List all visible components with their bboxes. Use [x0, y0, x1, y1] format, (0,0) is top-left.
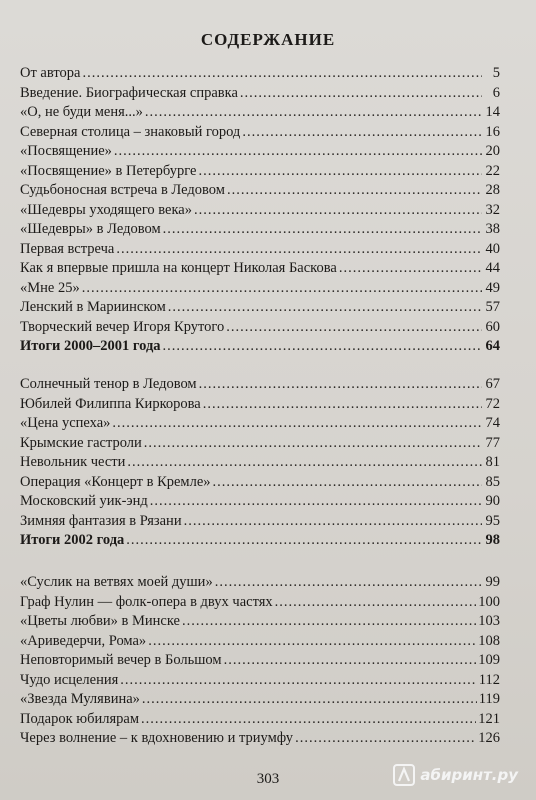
toc-entry [20, 201, 500, 221]
toc-leader-dots [215, 573, 482, 593]
toc-entry-page: 109 [478, 652, 500, 668]
toc-entry-title: «Шедевры» в Ледовом [20, 221, 161, 237]
toc-entry [20, 729, 500, 749]
toc-section-3 [20, 573, 500, 749]
toc-entry-page: 38 [485, 221, 500, 237]
toc-leader-dots [150, 492, 482, 512]
toc-entry [20, 573, 500, 593]
toc-entry [20, 690, 500, 710]
toc-entry [20, 181, 500, 201]
toc-entry-title: Ленский в Мариинском [20, 299, 166, 315]
labirint-logo-icon [393, 764, 415, 786]
toc-entry-page: 108 [478, 632, 500, 649]
toc-entry-title: От автора [20, 65, 81, 81]
toc-entry-page: 90 [485, 493, 500, 509]
toc-entry-page: 5 [492, 65, 500, 81]
page-number: 303 [256, 771, 280, 787]
toc-entry-title: Чудо исцеления [20, 671, 119, 688]
toc-leader-dots [198, 162, 482, 182]
toc-leader-dots [141, 710, 476, 730]
toc-leader-dots [194, 201, 482, 221]
toc-entry-page: 95 [485, 512, 500, 529]
toc-entry-page: 119 [478, 691, 500, 707]
toc-entry-page: 20 [485, 143, 500, 159]
toc-entry-title: «Звезда Мулявина» [20, 691, 140, 707]
toc-entry-title: Граф Нулин — фолк-опера в двух частях [20, 593, 273, 610]
toc-entry-title: Операция «Концерт в Кремле» [20, 473, 211, 490]
toc-entry-title: Московский уик-энд [20, 493, 148, 509]
toc-leader-dots [82, 64, 482, 84]
toc-entry-page: 6 [492, 84, 500, 101]
toc-leader-dots [242, 123, 482, 143]
toc-leader-dots [240, 84, 482, 104]
toc-section-2 [20, 375, 500, 551]
toc-entry-title: Судьбоносная встреча в Ледовом [20, 182, 225, 198]
toc-entry [20, 298, 500, 318]
toc-entry-page: 85 [485, 473, 500, 490]
contents-heading: СОДЕРЖАНИЕ [200, 30, 336, 49]
toc-leader-dots [163, 220, 482, 240]
watermark-text: абиринт.ру [420, 766, 518, 784]
toc-leader-dots [275, 593, 477, 613]
toc-entry-page: 98 [485, 532, 500, 548]
toc-entry-title: Солнечный тенор в Ледовом [20, 376, 197, 392]
toc-leader-dots [142, 690, 477, 710]
toc-leader-dots [168, 298, 482, 318]
toc-entry-page: 14 [485, 104, 500, 120]
toc-entry [20, 612, 500, 632]
toc-entry [20, 651, 500, 671]
toc-entry [20, 279, 500, 299]
toc-entry-page: 67 [485, 376, 500, 392]
toc-entry-title: Невольник чести [20, 454, 126, 470]
toc-entry [20, 632, 500, 652]
toc-entry [20, 473, 500, 493]
toc-entry-title: Зимняя фантазия в Рязани [20, 512, 182, 529]
toc-leader-dots [145, 103, 482, 123]
toc-entry [20, 220, 500, 240]
toc-entry-page: 49 [485, 279, 500, 296]
toc-leader-dots [163, 337, 482, 357]
toc-leader-dots [144, 434, 482, 454]
toc-entry [20, 64, 500, 84]
toc-entry [20, 593, 500, 613]
toc-entry-page: 100 [478, 593, 500, 610]
watermark [393, 764, 518, 786]
toc-entry [20, 414, 500, 434]
toc-entry-title: «Посвящение» в Петербурге [20, 162, 197, 179]
toc-entry-title: Северная столица – знаковый город [20, 123, 241, 140]
toc-entry-title: «Цветы любви» в Минске [20, 613, 180, 629]
toc-entry [20, 337, 500, 357]
toc-leader-dots [339, 259, 482, 279]
toc-entry-title: Введение. Биографическая справка [20, 84, 238, 101]
toc-entry-title: Через волнение – к вдохновению и триумфу [20, 730, 294, 746]
toc-leader-dots [295, 729, 476, 749]
toc-leader-dots [116, 240, 482, 260]
toc-entry-page: 121 [478, 710, 500, 727]
toc-leader-dots [182, 612, 476, 632]
toc-entry-title: Первая встреча [20, 240, 115, 257]
toc-entry-title: «О, не буди меня...» [20, 104, 143, 120]
toc-entry-title: Неповторимый вечер в Большом [20, 652, 222, 668]
toc-entry [20, 318, 500, 338]
toc-entry [20, 259, 500, 279]
toc-entry-page: 72 [485, 395, 500, 412]
toc-entry-page: 74 [485, 415, 500, 431]
toc-entry-title: «Ариведерчи, Рома» [20, 632, 147, 649]
toc-entry-title: «Шедевры уходящего века» [20, 201, 192, 218]
toc-entry-title: Как я впервые пришла на концерт Николая Баскова [20, 260, 337, 276]
toc-entry [20, 512, 500, 532]
toc-entry [20, 162, 500, 182]
toc-entry-page: 44 [485, 260, 500, 276]
toc-entry [20, 453, 500, 473]
toc-entry-page: 22 [485, 162, 500, 179]
toc-entry [20, 671, 500, 691]
toc-entry-title: Итоги 2000–2001 года [20, 338, 161, 354]
toc-leader-dots [82, 279, 482, 299]
toc-leader-dots [199, 375, 482, 395]
toc-entry-page: 126 [478, 730, 500, 746]
toc-entry-page: 28 [485, 182, 500, 198]
toc-entry [20, 395, 500, 415]
toc-entry-title: «Цена успеха» [20, 415, 111, 431]
toc-leader-dots [203, 395, 482, 415]
toc-entry [20, 103, 500, 123]
toc-entry-title: Итоги 2002 года [20, 532, 125, 548]
toc-entry-page: 16 [485, 123, 500, 140]
toc-entry [20, 492, 500, 512]
toc-entry-page: 112 [478, 671, 500, 688]
toc-entry-page: 60 [485, 318, 500, 335]
toc-entry [20, 84, 500, 104]
toc-leader-dots [184, 512, 482, 532]
toc-entry-page: 57 [485, 299, 500, 315]
toc-leader-dots [227, 181, 482, 201]
toc-entry-page: 99 [485, 574, 500, 590]
toc-section-1 [20, 64, 500, 357]
toc-entry-title: «Посвящение» [20, 143, 112, 159]
toc-leader-dots [148, 632, 476, 652]
toc-leader-dots [127, 453, 482, 473]
toc-entry-title: «Суслик на ветвях моей души» [20, 574, 213, 590]
toc-leader-dots [226, 318, 482, 338]
toc-leader-dots [213, 473, 482, 493]
toc-leader-dots [114, 142, 482, 162]
toc-entry-title: Юбилей Филиппа Киркорова [20, 395, 201, 412]
toc-leader-dots [224, 651, 477, 671]
toc-entry [20, 531, 500, 551]
toc-entry-page: 81 [485, 454, 500, 470]
toc-entry-page: 77 [485, 434, 500, 451]
toc-leader-dots [120, 671, 477, 691]
toc-entry-title: Крымские гастроли [20, 434, 142, 451]
toc-entry [20, 123, 500, 143]
toc-entry [20, 434, 500, 454]
toc-entry [20, 142, 500, 162]
toc-entry-page: 103 [478, 613, 500, 629]
toc-entry-title: Творческий вечер Игоря Крутого [20, 318, 225, 335]
toc-entry-page: 32 [485, 201, 500, 218]
toc-leader-dots [126, 531, 482, 551]
toc-entry [20, 375, 500, 395]
toc-entry [20, 710, 500, 730]
toc-entry-title: Подарок юбилярам [20, 710, 140, 727]
toc-leader-dots [112, 414, 482, 434]
toc-entry-title: «Мне 25» [20, 279, 80, 296]
toc-entry-page: 64 [485, 338, 500, 354]
toc-entry [20, 240, 500, 260]
toc-entry-page: 40 [485, 240, 500, 257]
